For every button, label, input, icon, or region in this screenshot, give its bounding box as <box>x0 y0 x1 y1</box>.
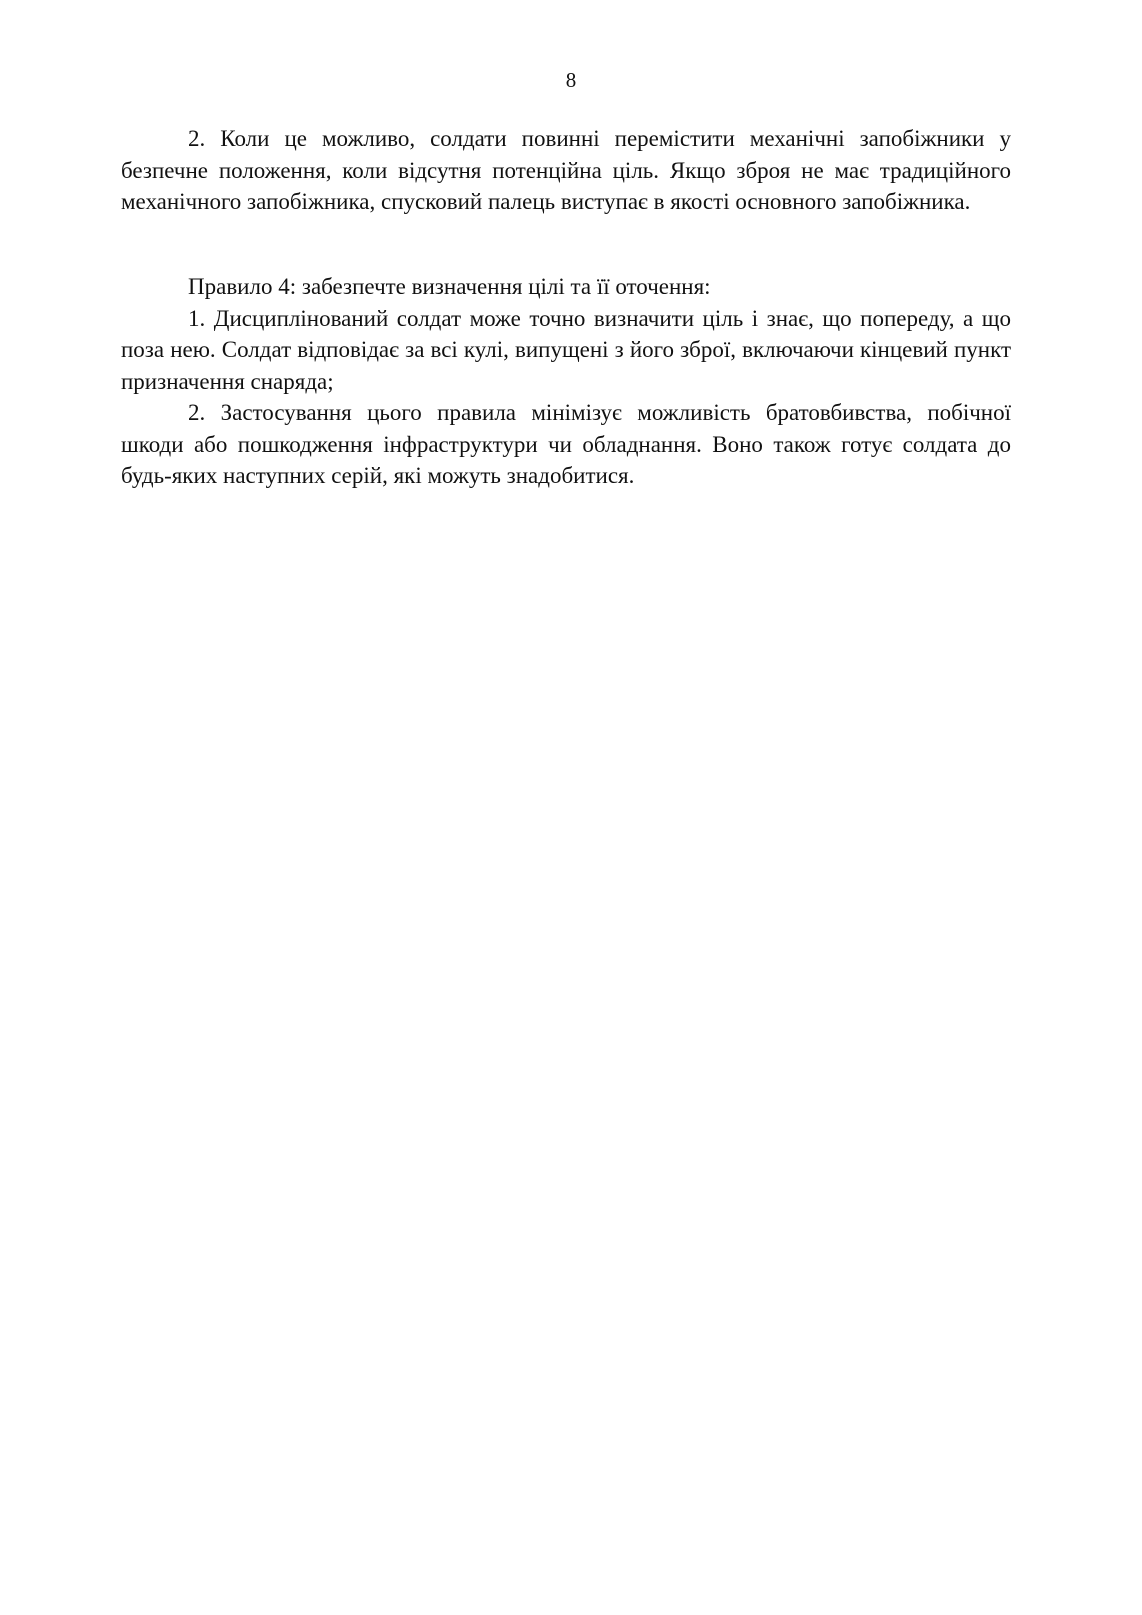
body-text-section-2 <box>121 271 1011 492</box>
page-number: 8 <box>565 68 577 92</box>
paragraph-mechanical-safety: 2. Коли це можливо, солдати повинні перемістити механічні запобіжники у безпечне положення, коли відсутня потенційна ціль. Якщо зброя не має традиційного механічного запобіжника, спусковий палець виступає в якості основного запобіжника. <box>121 126 1011 214</box>
paragraph-rule-4-item-2: 2. Застосування цього правила мінімізує можливість братовбивства, побічної шкоди або пошкодження інфраструктури чи обладнання. Воно також готує солдата до будь-яких наступних серій, які можуть знадобитися. <box>121 400 1011 488</box>
paragraph-rule-4-item-1: 1. Дисциплінований солдат може точно визначити ціль і знає, що попереду, а що поза нею. Солдат відповідає за всі кулі, випущені з його зброї, включаючи кінцевий пункт призначення снаряда; <box>121 305 1011 394</box>
body-text-section-1 <box>121 123 1011 218</box>
rule-4-heading: Правило 4: забезпечте визначення цілі та її оточення: <box>188 274 711 299</box>
